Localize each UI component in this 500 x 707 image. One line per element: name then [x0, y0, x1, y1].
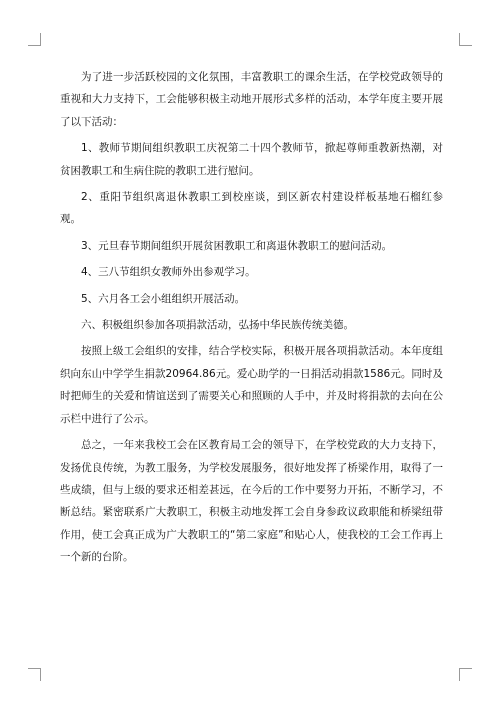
crop-mark-top-right: [459, 33, 472, 46]
crop-mark-bottom-right: [459, 668, 472, 681]
crop-mark-bottom-left: [28, 668, 41, 681]
donation-paragraph: 按照上级工会组织的安排，结合学校实际，积极开展各项捐款活动。本年度组织向东山中学学生捐款20964.86元。爱心助学的一日捐活动捐款1586元。同时及时把师生的关爱和情谊送到了需要关心和照顾的人手中，并及时将捐款的去向在公示栏中进行了公示。: [60, 345, 443, 425]
list-item-3: 3、元旦春节期间组织开展贫困教职工和离退休教职工的慰问活动。: [81, 239, 393, 252]
section-six-heading: 六、积极组织参加各项捐款活动，弘扬中华民族传统美德。: [81, 319, 354, 332]
crop-mark-top-left: [28, 33, 41, 46]
list-item-5: 5、六月各工会小组组织开展活动。: [81, 292, 246, 305]
document-body: [60, 66, 443, 569]
list-item-4: 4、三八节组织女教师外出参观学习。: [81, 266, 256, 279]
intro-paragraph: 为了进一步活跃校园的文化氛围，丰富教职工的课余生活，在学校党政领导的重视和大力支持下，工会能够积极主动地开展形式多样的活动，本学年度主要开展了以下活动：: [60, 71, 443, 128]
list-item-2: 2、重阳节组织离退休教职工到校座谈，到区新农村建设样板基地石榴红参观。: [60, 191, 443, 226]
list-item-1: 1、教师节期间组织教职工庆祝第二十四个教师节，掀起尊师重教新热潮，对贫困教职工和生病住院的教职工进行慰问。: [60, 142, 443, 177]
summary-paragraph: 总之，一年来我校工会在区教育局工会的领导下，在学校党政的大力支持下，发扬优良传统，为教工服务，为学校发展服务，很好地发挥了桥梁作用，取得了一些成绩，但与上级的要求还相差甚远，在今后的工作中要努力开拓，不断学习，不断总结。紧密联系广大教职工，积极主动地发挥工会自身参政议政职能和桥梁纽带作用，使工会真正成为广大教职工的“第二家庭”和贴心人，使我校的工会工作再上一个新的台阶。: [60, 439, 443, 564]
